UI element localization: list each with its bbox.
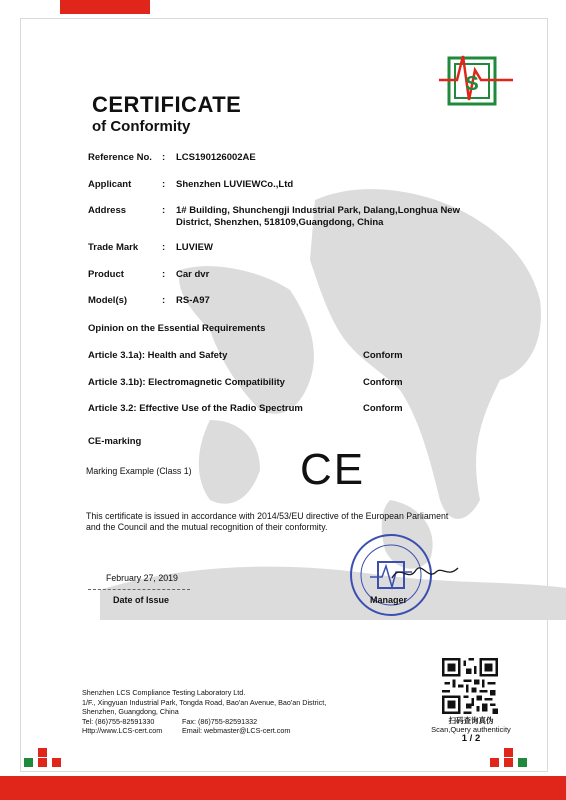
reference-label: Reference No. [88, 152, 152, 163]
ce-marking-heading: CE-marking [88, 436, 142, 447]
article-health-name: Article 3.1a): Health and Safety [88, 350, 228, 361]
reference-colon: : [162, 152, 166, 163]
model-value: RS-A97 [176, 295, 210, 306]
qr-en-label: Scan,Query authenticity [431, 725, 511, 734]
address-colon: : [162, 205, 166, 216]
ce-mark-icon: CE [300, 445, 366, 494]
statement-line1: This certificate is issued in accordance with 2014/53/EU directive of the European Parliament [86, 511, 449, 521]
footer-fax: Fax: (86)755-82591332 [182, 716, 258, 726]
qr-caption [425, 716, 517, 743]
footer-web: Http://www.LCS-cert.com [82, 726, 163, 735]
right-corner-squares [486, 748, 546, 776]
applicant-value: Shenzhen LUVIEWCo.,Ltd [176, 179, 294, 190]
article-radio-result: Conform [363, 403, 403, 414]
top-red-stripe [60, 0, 150, 14]
article-radio-name: Article 3.2: Effective Use of the Radio Spectrum [88, 403, 303, 414]
article-health-result: Conform [363, 350, 403, 361]
certificate-subtitle: of Conformity [92, 118, 191, 135]
footer-phone-row [82, 717, 422, 727]
trademark-value: LUVIEW [176, 242, 213, 253]
product-value: Car dvr [176, 269, 210, 280]
date-underline [88, 589, 190, 590]
article-emc-result: Conform [363, 377, 403, 388]
model-label: Model(s) [88, 295, 128, 306]
footer-tel: Tel: (86)755-82591330 [82, 716, 155, 726]
manager-signature [390, 558, 460, 588]
issue-date: February 27, 2019 [106, 573, 178, 583]
svg-text:S: S [465, 73, 479, 95]
article-emc-name: Article 3.1b): Electromagnetic Compatibility [88, 377, 285, 388]
model-colon: : [162, 295, 166, 306]
lab-footer [82, 688, 422, 736]
requirements-heading: Opinion on the Essential Requirements [88, 323, 266, 334]
left-corner-squares [20, 748, 80, 776]
product-colon: : [162, 269, 166, 280]
certificate-title: CERTIFICATE [92, 92, 242, 117]
footer-line3: Shenzhen, Guangdong, China [82, 707, 179, 716]
marking-example: Marking Example (Class 1) [86, 466, 192, 476]
trademark-colon: : [162, 242, 166, 253]
date-of-issue-label: Date of Issue [113, 595, 170, 605]
bottom-bar [0, 776, 566, 800]
reference-value: LCS190126002AE [176, 152, 256, 163]
trademark-label: Trade Mark [88, 242, 139, 253]
applicant-label: Applicant [88, 179, 132, 190]
page-number: 1 / 2 [461, 733, 481, 744]
applicant-colon: : [162, 179, 166, 190]
product-label: Product [88, 269, 124, 280]
qr-cn-label: 扫码查询真伪 [448, 716, 494, 725]
footer-line1: Shenzhen LCS Compliance Testing Laboratory Ltd. [82, 688, 246, 697]
qr-code-icon[interactable] [442, 658, 498, 714]
world-map-watermark [60, 120, 566, 620]
footer-line2: 1/F., Xingyuan Industrial Park, Tongda Road, Bao'an Avenue, Bao'an District, [82, 697, 327, 707]
address-value-line2: District, Shenzhen, 518109,Guangdong, China [176, 217, 384, 228]
address-value-line1: 1# Building, Shunchengji Industrial Park, Dalang,Longhua New [176, 205, 460, 216]
statement-line2: and the Council and the mutual recognition of their conformity. [86, 522, 328, 532]
footer-web-row [82, 726, 422, 736]
manager-label: Manager [370, 595, 408, 605]
address-label: Address [88, 205, 127, 216]
lcs-logo [437, 50, 515, 112]
footer-email: Email: webmaster@LCS-cert.com [182, 726, 291, 735]
